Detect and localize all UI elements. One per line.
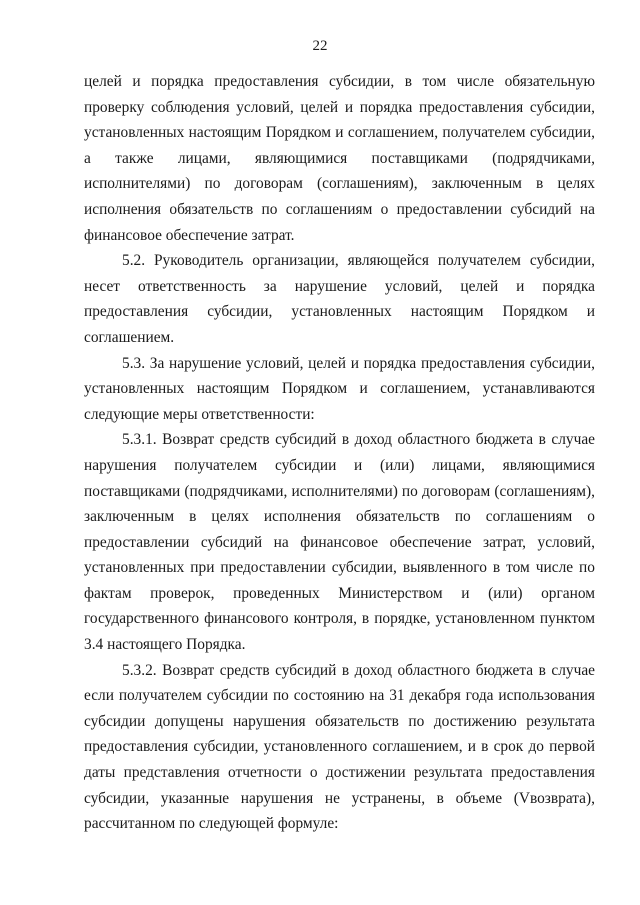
paragraph-5-3: 5.3. За нарушение условий, целей и порядка предоставления субсидии, установленных настоящим Порядком и соглашением, устанавливаются следующие меры ответственности: xyxy=(84,354,595,423)
paragraph-5-3-2: 5.3.2. Возврат средств субсидий в доход областного бюджета в случае если получателем субсидии по состоянию на 31 декабря года использования субсидии допущены нарушения обязательств по достижению результата предоставления субсидии, установленного соглашением, и в срок до первой даты представления отчетности о достижении результата предоставления субсидии, указанные нарушения не устранены, в объеме (Vвозврата), рассчитанном по следующей формуле: xyxy=(84,661,595,833)
paragraph-5-3-1: 5.3.1. Возврат средств субсидий в доход областного бюджета в случае нарушения получателем субсидии и (или) лицами, являющимися поставщиками (подрядчиками, исполнителями) по договорам (соглашениям), заключенным в целях исполнения обязательств по соглашениям о предоставлении субсидий на финансовое обеспечение затрат, условий, установленных при предоставлении субсидии, выявленного в том числе по фактам проверок, проведенных Министерством и (или) органом государственного финансового контроля, в порядке, установленном пунктом 3.4 настоящего Порядка. xyxy=(84,431,595,654)
paragraph-continuation: целей и порядка предоставления субсидии, в том числе обязательную проверку соблюдения условий, целей и порядка предоставления субсидии, установленных настоящим Порядком и соглашением, получателем субсидии, а также лицами, являющимися поставщиками (подрядчиками, исполнителями) по договорам (соглашениям), заключенным в целях исполнения обязательств по соглашениям о предоставлении субсидий на финансовое обеспечение затрат. xyxy=(84,73,595,244)
page-number: 22 xyxy=(312,38,328,54)
paragraph-5-2: 5.2. Руководитель организации, являющейся получателем субсидии, несет ответственность за нарушение условий, целей и порядка предоставления субсидии, установленных настоящим Порядком и соглашением. xyxy=(84,252,595,346)
document-body xyxy=(84,69,595,837)
